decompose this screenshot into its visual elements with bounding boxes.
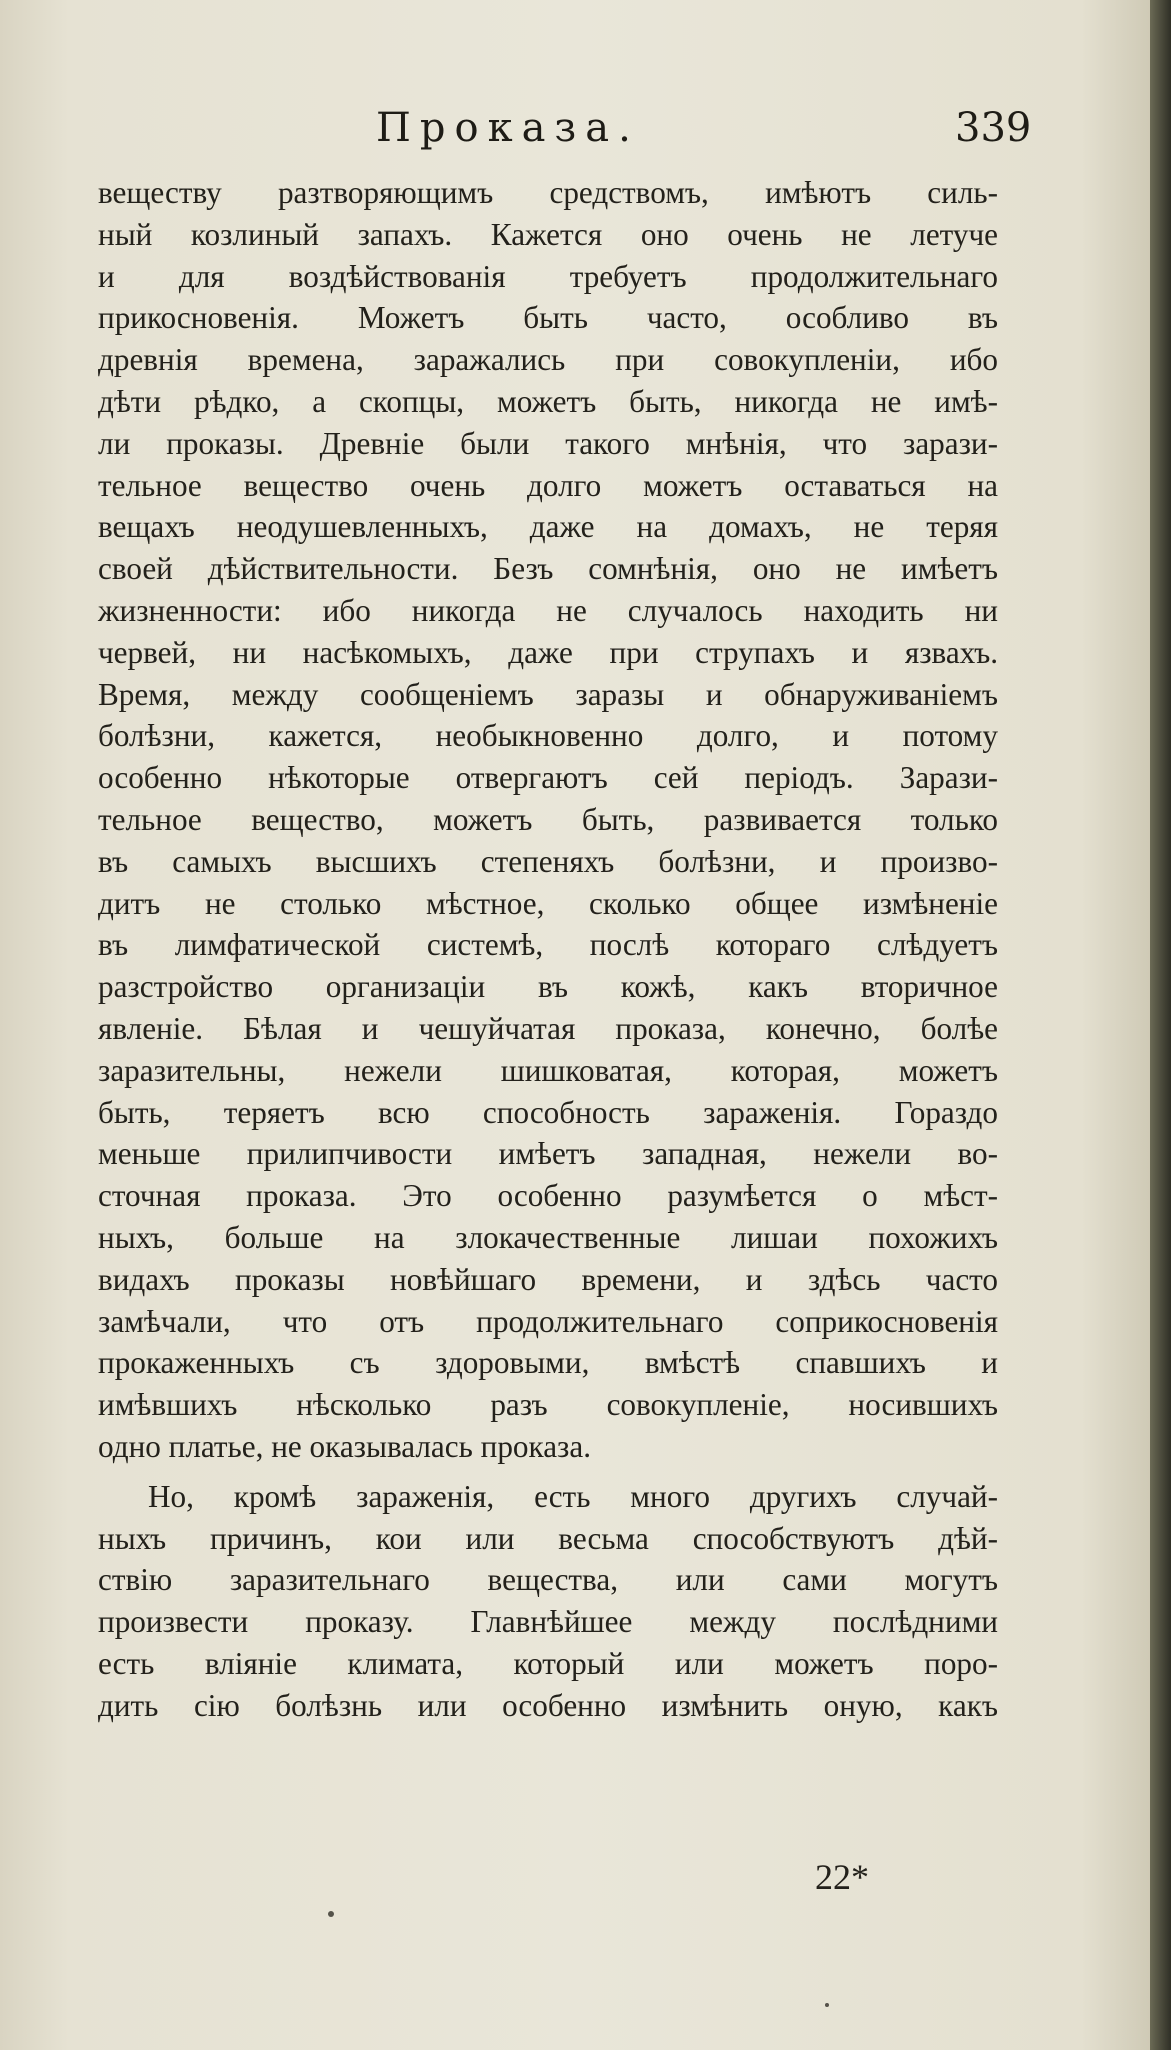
page-edge — [1150, 0, 1171, 2050]
text-line: замѣчали, что отъ продолжительнаго соприкосновенія — [98, 1303, 998, 1339]
text-line: одно платье, не оказывалась проказа. — [98, 1428, 591, 1464]
text-line: и для воздѣйствованія требуетъ продолжительнаго — [98, 258, 998, 294]
text-line: болѣзни, кажется, необыкновенно долго, и потому — [98, 718, 998, 754]
text-line: своей дѣйствительности. Безъ сомнѣнія, оно не имѣетъ — [98, 551, 998, 587]
text-line: произвести проказу. Главнѣйшее между послѣдними — [98, 1604, 998, 1640]
text-line: червей, ни насѣкомыхъ, даже при струпахъ и язвахъ. — [98, 634, 998, 670]
text-line: вещахъ неодушевленныхъ, даже на домахъ, не теряя — [98, 509, 998, 545]
text-line: ли проказы. Древніе были такого мнѣнія, что зарази- — [98, 425, 998, 461]
running-title: Проказа. — [376, 105, 640, 151]
text-line: есть вліяніе климата, который или можетъ поро- — [98, 1645, 998, 1681]
text-line: Время, между сообщеніемъ заразы и обнаруживаніемъ — [98, 676, 998, 712]
text-line: прикосновенія. Можетъ быть часто, особливо въ — [98, 300, 998, 336]
text-line: дитъ не столько мѣстное, сколько общее измѣненіе — [98, 885, 998, 921]
text-line: ствію заразительнаго вещества, или сами могутъ — [98, 1562, 998, 1598]
text-line: дѣти рѣдко, а скопцы, можетъ быть, никогда не имѣ- — [98, 383, 998, 419]
text-line: имѣвшихъ нѣсколько разъ совокупленіе, носившихъ — [98, 1387, 998, 1423]
ink-speck — [328, 1911, 334, 1917]
text-line: сточная проказа. Это особенно разумѣется о мѣст- — [98, 1178, 998, 1214]
text-line: явленіе. Бѣлая и чешуйчатая проказа, конечно, болѣе — [98, 1010, 998, 1046]
text-line: быть, теряетъ всю способность зараженія. Гораздо — [98, 1094, 998, 1130]
paragraph — [98, 1476, 998, 1727]
text-line: прокаженныхъ съ здоровыми, вмѣстѣ спавшихъ и — [98, 1345, 998, 1381]
text-line: веществу разтворяющимъ средствомъ, имѣютъ силь- — [98, 175, 998, 210]
text-line: ныхъ причинъ, кои или весьма способствуютъ дѣй- — [98, 1520, 998, 1556]
ink-speck — [825, 2003, 829, 2007]
text-line: тельное вещество, можетъ быть, развивается только — [98, 801, 998, 837]
running-header — [0, 105, 1150, 165]
text-line: разстройство организаціи въ кожѣ, какъ вторичное — [98, 969, 998, 1005]
text-line: ныхъ, больше на злокачественные лишаи похожихъ — [98, 1219, 998, 1255]
text-line: заразительны, нежели шишковатая, которая, можетъ — [98, 1052, 998, 1088]
paragraph-gap — [98, 1468, 998, 1476]
text-line: Но, кромѣ зараженія, есть много другихъ случай- — [148, 1478, 998, 1514]
page-number: 339 — [955, 105, 1032, 151]
paragraph — [98, 172, 998, 1468]
text-line: тельное вещество очень долго можетъ оставаться на — [98, 467, 998, 503]
text-line: особенно нѣкоторые отвергаютъ сей періодъ. Зарази- — [98, 760, 998, 796]
text-line: въ самыхъ высшихъ степеняхъ болѣзни, и произво- — [98, 843, 998, 879]
text-line: дить сію болѣзнь или особенно измѣнить оную, какъ — [98, 1687, 998, 1723]
text-line: жизненности: ибо никогда не случалось находить ни — [98, 592, 998, 628]
text-line: видахъ проказы новѣйшаго времени, и здѣсь часто — [98, 1261, 998, 1297]
body-text — [98, 172, 998, 1726]
text-line: ный козлиный запахъ. Кажется оно очень не летуче — [98, 216, 998, 252]
text-line: меньше прилипчивости имѣетъ западная, нежели во- — [98, 1136, 998, 1172]
text-line: въ лимфатической системѣ, послѣ котораго слѣдуетъ — [98, 927, 998, 963]
signature-mark: 22* — [815, 1857, 869, 1897]
text-line: древнія времена, заражались при совокупленіи, ибо — [98, 342, 998, 378]
